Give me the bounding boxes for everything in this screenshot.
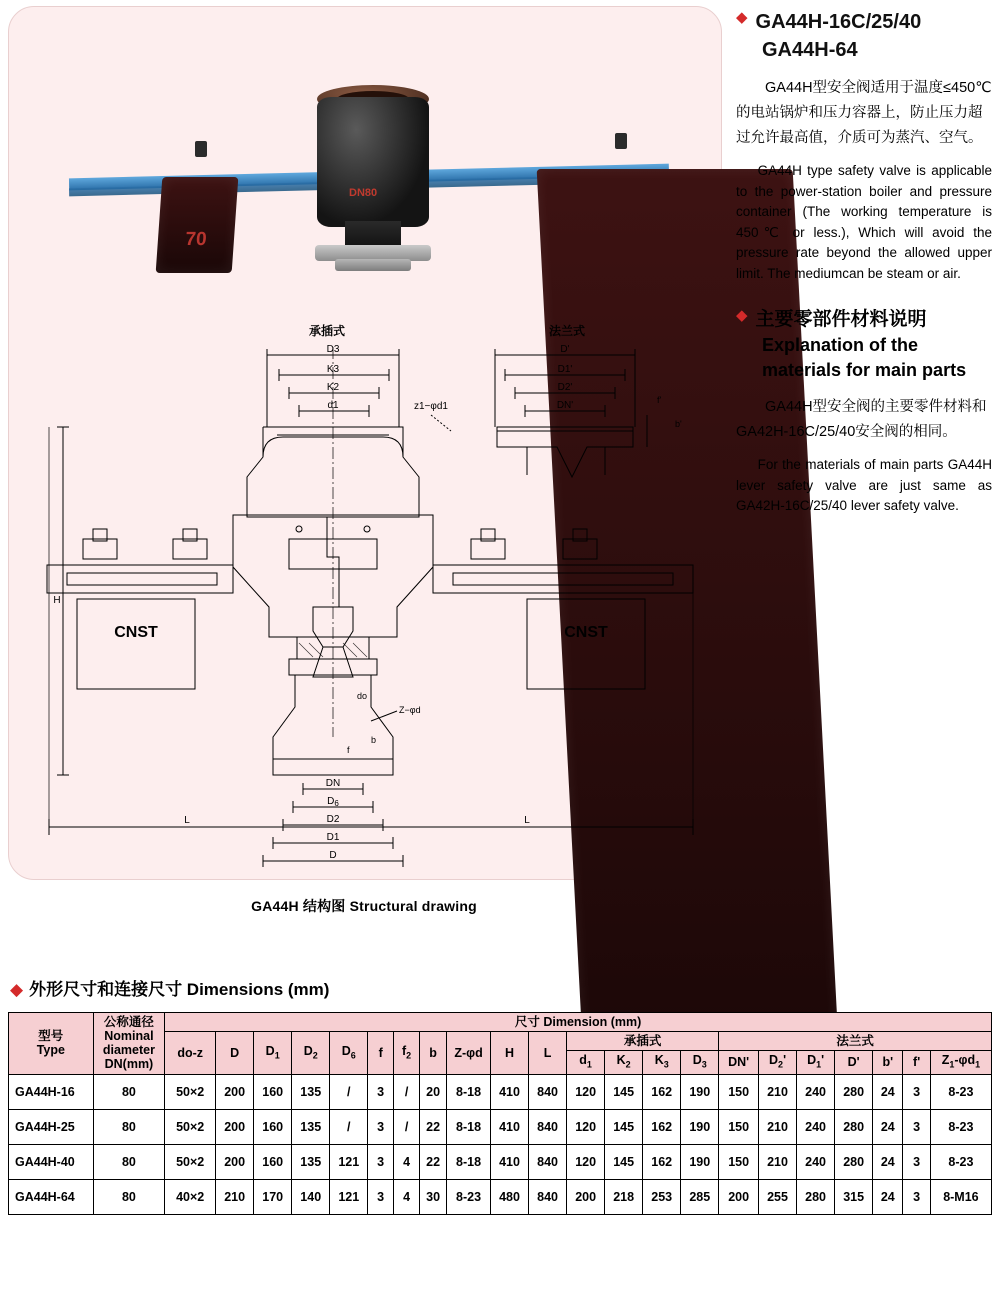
svg-text:K2: K2 bbox=[326, 382, 340, 393]
product-title-1: GA44H-16C/25/40 bbox=[755, 11, 922, 33]
counterweight-left bbox=[156, 177, 239, 273]
th-L: L bbox=[529, 1032, 567, 1075]
cell-d: 210 bbox=[216, 1179, 254, 1214]
cell-k3: 253 bbox=[643, 1179, 681, 1214]
figure-card bbox=[8, 6, 722, 880]
cell-d1: 120 bbox=[567, 1144, 605, 1179]
cell-k2: 145 bbox=[605, 1074, 643, 1109]
svg-text:f': f' bbox=[657, 395, 662, 405]
cell-d: 315 bbox=[835, 1179, 873, 1214]
cell-d2: 135 bbox=[292, 1144, 330, 1179]
cell-b: 24 bbox=[873, 1144, 903, 1179]
cell-d2: 255 bbox=[759, 1179, 797, 1214]
dimensions-heading-text: 外形尺寸和连接尺寸 Dimensions (mm) bbox=[29, 980, 330, 999]
cell-d: 280 bbox=[835, 1074, 873, 1109]
cell-d6: / bbox=[330, 1074, 368, 1109]
section2-title-en: Explanation of the materials for main parts bbox=[762, 335, 967, 380]
cell-d: 200 bbox=[216, 1074, 254, 1109]
cell-d: 200 bbox=[216, 1109, 254, 1144]
cell-d1: 240 bbox=[797, 1109, 835, 1144]
paragraph-en-2: For the materials of main parts GA44H lever safety valve are just same as GA42H-16C/25/40 lever safety valve. bbox=[736, 457, 992, 513]
cell-type: GA44H-16 bbox=[9, 1074, 94, 1109]
cell-k2: 145 bbox=[605, 1109, 643, 1144]
svg-text:D2: D2 bbox=[326, 814, 340, 825]
cell-d: 280 bbox=[835, 1109, 873, 1144]
cell-d3: 190 bbox=[681, 1109, 719, 1144]
cell-f: 3 bbox=[368, 1074, 394, 1109]
drawing-brand-left: CNST bbox=[114, 624, 158, 641]
table-header-row-1 bbox=[9, 1013, 992, 1032]
figure-caption: GA44H 结构图 Structural drawing bbox=[251, 898, 477, 914]
cell-k2: 145 bbox=[605, 1144, 643, 1179]
svg-text:D1: D1 bbox=[326, 832, 340, 843]
cell-nominal-diameter: 80 bbox=[93, 1109, 165, 1144]
cell-d1: 120 bbox=[567, 1074, 605, 1109]
th-d1: $d_1$ bbox=[567, 1051, 605, 1075]
th-H: H bbox=[491, 1032, 529, 1075]
cell-z1d1: 8-23 bbox=[930, 1144, 991, 1179]
cell-d2: 135 bbox=[292, 1109, 330, 1144]
cell-h: 410 bbox=[491, 1109, 529, 1144]
cell-f: 3 bbox=[903, 1144, 930, 1179]
cell-dn: 150 bbox=[719, 1074, 759, 1109]
th-D3: $D_3$ bbox=[681, 1051, 719, 1075]
section2-title-block bbox=[736, 306, 992, 333]
svg-text:D: D bbox=[329, 850, 337, 861]
cell-b: 24 bbox=[873, 1109, 903, 1144]
cell-d1: 200 bbox=[567, 1179, 605, 1214]
product-title-block bbox=[736, 8, 992, 36]
th-z1-phi-d1: $Z_1-\varphi d_1$ bbox=[930, 1051, 991, 1075]
cell-k3: 162 bbox=[643, 1144, 681, 1179]
lever-arm-right bbox=[433, 529, 693, 689]
dim-stack-flange-top bbox=[495, 344, 682, 447]
cell-d3: 285 bbox=[681, 1179, 719, 1214]
svg-text:d1: d1 bbox=[327, 400, 339, 411]
label-b: b bbox=[371, 735, 377, 745]
dimensions-heading bbox=[10, 975, 329, 1000]
diamond-bullet-icon: ◆ bbox=[736, 9, 748, 26]
cell-d1: 170 bbox=[254, 1179, 292, 1214]
cell-d1: 160 bbox=[254, 1074, 292, 1109]
bolt-left-icon bbox=[195, 141, 207, 157]
drawing-brand-right: CNST bbox=[564, 624, 608, 641]
paragraph-cn-2: GA44H型安全阀的主要零件材料和GA42H-16C/25/40安全阀的相同。 bbox=[736, 399, 987, 440]
dimensions-table-body bbox=[9, 1074, 992, 1214]
th-D: D bbox=[216, 1032, 254, 1075]
cell-zd: 8-18 bbox=[447, 1109, 491, 1144]
cell-type: GA44H-25 bbox=[9, 1109, 94, 1144]
diamond-bullet-icon-3: ◆ bbox=[10, 980, 24, 999]
cell-l: 840 bbox=[529, 1179, 567, 1214]
cell-f: 3 bbox=[903, 1109, 930, 1144]
svg-text:L: L bbox=[184, 815, 190, 826]
cell-f: 3 bbox=[903, 1074, 930, 1109]
lever-arm-left bbox=[47, 529, 233, 689]
cell-h: 410 bbox=[491, 1144, 529, 1179]
cell-h: 410 bbox=[491, 1074, 529, 1109]
svg-text:D1': D1' bbox=[557, 364, 573, 375]
cell-d2: 140 bbox=[292, 1179, 330, 1214]
cell-d1: 160 bbox=[254, 1109, 292, 1144]
cell-nominal-diameter: 80 bbox=[93, 1074, 165, 1109]
svg-text:b': b' bbox=[675, 419, 682, 429]
cell-k3: 162 bbox=[643, 1074, 681, 1109]
svg-text:D6: $D_6$ bbox=[327, 796, 339, 808]
svg-text:D2': D2' bbox=[557, 382, 573, 393]
cell-dn: 150 bbox=[719, 1144, 759, 1179]
right-column bbox=[736, 0, 992, 930]
label-do: do bbox=[357, 691, 368, 701]
cell-doz: 40×2 bbox=[165, 1179, 216, 1214]
cell-k3: 162 bbox=[643, 1109, 681, 1144]
cell-d: 280 bbox=[835, 1144, 873, 1179]
paragraph-en-1: GA44H type safety valve is applicable to the power-station boiler and pressure container (The working temperature is 450℃ or less.), Which will avoid the pressure rate beyond the allowed upper limit. The mediumcan be steam or air. bbox=[736, 163, 992, 281]
cell-zd: 8-23 bbox=[447, 1179, 491, 1214]
cell-f2: / bbox=[394, 1109, 420, 1144]
cell-d2: 135 bbox=[292, 1074, 330, 1109]
cell-doz: 50×2 bbox=[165, 1074, 216, 1109]
cell-d1: 160 bbox=[254, 1144, 292, 1179]
cell-b: 22 bbox=[420, 1144, 447, 1179]
dimensions-table bbox=[8, 1012, 992, 1215]
cell-l: 840 bbox=[529, 1109, 567, 1144]
cell-f2: / bbox=[394, 1074, 420, 1109]
cell-d: 200 bbox=[216, 1144, 254, 1179]
th-K2: $K_2$ bbox=[605, 1051, 643, 1075]
cell-f2: 4 bbox=[394, 1144, 420, 1179]
table-row bbox=[9, 1074, 992, 1109]
cell-f: 3 bbox=[368, 1179, 394, 1214]
paragraph-cn-1: GA44H型安全阀适用于温度≤450℃的电站锅炉和压力容器上，防止压力超过允许最高值，介质可为蒸汽、空气。 bbox=[736, 80, 992, 146]
cell-b: 30 bbox=[420, 1179, 447, 1214]
th-D1: $D_1$ bbox=[254, 1032, 292, 1075]
svg-text:DN': DN' bbox=[556, 400, 574, 411]
cell-zd: 8-18 bbox=[447, 1144, 491, 1179]
diamond-bullet-icon-2: ◆ bbox=[736, 307, 748, 324]
th-nominal-diameter: 公称通径 Nominal diameter DN(mm) bbox=[93, 1013, 165, 1075]
th-flange-group: 法兰式 bbox=[719, 1032, 992, 1051]
cell-f2: 4 bbox=[394, 1179, 420, 1214]
label-z1-phi-d1: z1−φd1 bbox=[413, 401, 449, 412]
cell-d1: 240 bbox=[797, 1074, 835, 1109]
th-fp: f' bbox=[903, 1051, 930, 1075]
label-z-phi-d: Z−φd bbox=[399, 705, 421, 715]
cell-d2: 210 bbox=[759, 1074, 797, 1109]
th-D2: $D_2$ bbox=[292, 1032, 330, 1075]
th-Dp: D' bbox=[835, 1051, 873, 1075]
cell-b: 22 bbox=[420, 1109, 447, 1144]
svg-text:H: H bbox=[53, 595, 61, 606]
th-b: b bbox=[420, 1032, 447, 1075]
th-D6: $D_6$ bbox=[330, 1032, 368, 1075]
th-DNp: DN' bbox=[719, 1051, 759, 1075]
cell-d6: 121 bbox=[330, 1144, 368, 1179]
th-D1p: $D_1'$ bbox=[797, 1051, 835, 1075]
cell-d3: 190 bbox=[681, 1074, 719, 1109]
cell-d2: 210 bbox=[759, 1144, 797, 1179]
cell-dn: 200 bbox=[719, 1179, 759, 1214]
label-flange-type: 法兰式 bbox=[548, 324, 586, 338]
cell-zd: 8-18 bbox=[447, 1074, 491, 1109]
cell-d2: 210 bbox=[759, 1109, 797, 1144]
cell-b: 24 bbox=[873, 1179, 903, 1214]
cell-l: 840 bbox=[529, 1144, 567, 1179]
cell-b: 20 bbox=[420, 1074, 447, 1109]
th-f: f bbox=[368, 1032, 394, 1075]
cell-doz: 50×2 bbox=[165, 1109, 216, 1144]
th-bp: b' bbox=[873, 1051, 903, 1075]
th-type: 型号 Type bbox=[9, 1013, 94, 1075]
table-row bbox=[9, 1144, 992, 1179]
th-D2p: $D_2'$ bbox=[759, 1051, 797, 1075]
cell-d3: 190 bbox=[681, 1144, 719, 1179]
cell-f: 3 bbox=[368, 1144, 394, 1179]
cell-nominal-diameter: 80 bbox=[93, 1179, 165, 1214]
cell-d1: 240 bbox=[797, 1144, 835, 1179]
section2-title-cn: 主要零部件材料说明 bbox=[755, 309, 927, 330]
dim-stack-bottom bbox=[263, 778, 403, 867]
svg-text:D': D' bbox=[560, 344, 570, 355]
svg-text:DN: DN bbox=[325, 778, 341, 789]
svg-text:L: L bbox=[524, 815, 530, 826]
table-row bbox=[9, 1109, 992, 1144]
structural-drawing bbox=[27, 307, 717, 867]
label-socket-type: 承插式 bbox=[308, 324, 346, 338]
dim-overall-H bbox=[53, 427, 69, 775]
th-do-z: do-z bbox=[165, 1032, 216, 1075]
cell-f: 3 bbox=[368, 1109, 394, 1144]
product-title-2: GA44H-64 bbox=[762, 39, 858, 61]
valve-body bbox=[317, 97, 429, 227]
bolt-right-icon bbox=[615, 133, 627, 149]
valve-body-label: DN80 bbox=[349, 187, 378, 199]
table-row bbox=[9, 1179, 992, 1214]
svg-text:K3: K3 bbox=[326, 364, 340, 375]
cell-b: 24 bbox=[873, 1074, 903, 1109]
th-dimension-group: 尺寸 Dimension (mm) bbox=[165, 1013, 992, 1032]
cell-d6: 121 bbox=[330, 1179, 368, 1214]
cell-doz: 50×2 bbox=[165, 1144, 216, 1179]
cell-z1d1: 8-23 bbox=[930, 1074, 991, 1109]
cell-d1: 120 bbox=[567, 1109, 605, 1144]
cell-dn: 150 bbox=[719, 1109, 759, 1144]
cell-type: GA44H-64 bbox=[9, 1179, 94, 1214]
cell-k2: 218 bbox=[605, 1179, 643, 1214]
product-photo bbox=[49, 49, 689, 269]
cell-l: 840 bbox=[529, 1074, 567, 1109]
cell-d6: / bbox=[330, 1109, 368, 1144]
cell-d1: 280 bbox=[797, 1179, 835, 1214]
cell-type: GA44H-40 bbox=[9, 1144, 94, 1179]
counterweight-left-label: 70 bbox=[184, 229, 208, 250]
cell-h: 480 bbox=[491, 1179, 529, 1214]
th-z-phi-d: Z-φd bbox=[447, 1032, 491, 1075]
th-f2: $f_2$ bbox=[394, 1032, 420, 1075]
th-socket-group: 承插式 bbox=[567, 1032, 719, 1051]
cell-f: 3 bbox=[903, 1179, 930, 1214]
cell-nominal-diameter: 80 bbox=[93, 1144, 165, 1179]
valve-flange-lower bbox=[335, 259, 411, 271]
cell-z1d1: 8-M16 bbox=[930, 1179, 991, 1214]
label-f: f bbox=[347, 745, 350, 755]
th-K3: $K_3$ bbox=[643, 1051, 681, 1075]
cell-z1d1: 8-23 bbox=[930, 1109, 991, 1144]
svg-text:D3: D3 bbox=[326, 344, 340, 355]
